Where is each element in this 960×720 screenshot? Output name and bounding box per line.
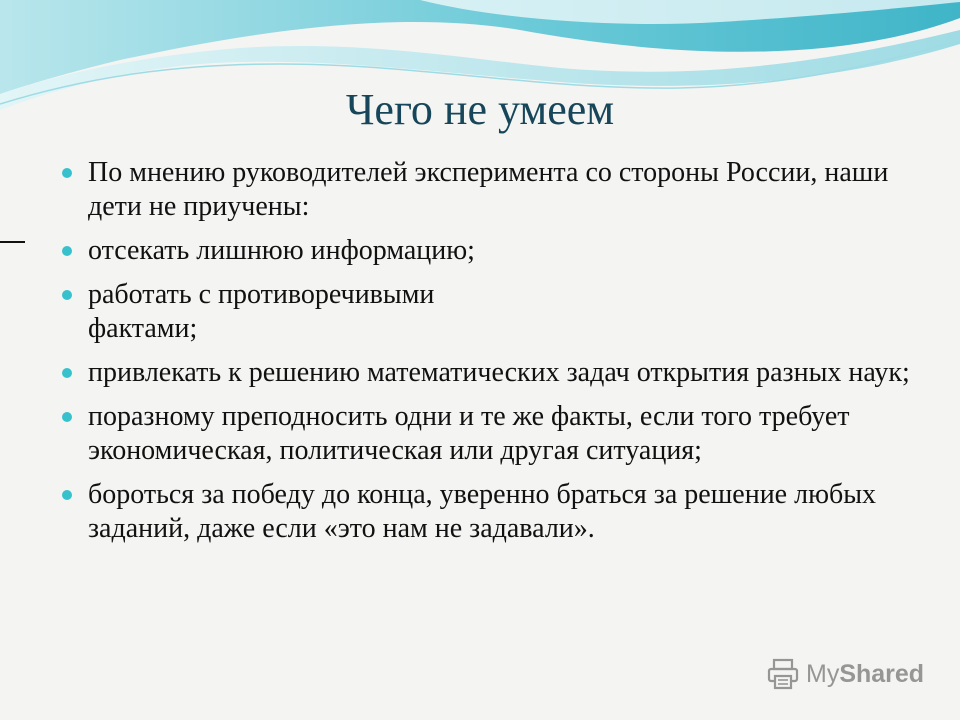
list-item [62, 400, 922, 468]
watermark-brand-bold: Shared [839, 659, 925, 688]
list-item-text: По мнению руководителей эксперимента со стороны России, наши дети не приучены: [88, 157, 889, 222]
watermark-text [806, 660, 924, 689]
list-item [62, 278, 508, 346]
bullet-dot-icon [62, 412, 72, 422]
list-item [62, 234, 922, 268]
slide-title: Чего не умеем [345, 85, 615, 134]
list-item-text: привлекать к решению математических задач открытия разных наук; [88, 357, 910, 388]
watermark-brand-light: My [806, 659, 840, 688]
list-item-text: отсекать лишнюю информацию; [88, 235, 475, 266]
list-item [62, 156, 922, 224]
list-item [62, 478, 922, 546]
printer-icon [766, 657, 800, 691]
bullet-list [62, 156, 922, 556]
bullet-dot-icon [62, 290, 72, 300]
list-item-text: бороться за победу до конца, уверенно браться за решение любых заданий, даже если «это нам не задавали». [88, 479, 877, 544]
bullet-dot-icon [62, 246, 72, 256]
bullet-dot-icon [62, 168, 72, 178]
bullet-dot-icon [62, 368, 72, 378]
list-item-text: работать с противоречивыми фактами; [88, 279, 435, 344]
list-item [62, 356, 922, 390]
watermark-logo [766, 654, 924, 694]
bullet-dot-icon [62, 490, 72, 500]
edge-mark [0, 241, 25, 243]
list-item-text: поразному преподносить одни и те же факты, если того требует экономическая, политическая или другая ситуация; [88, 401, 850, 466]
